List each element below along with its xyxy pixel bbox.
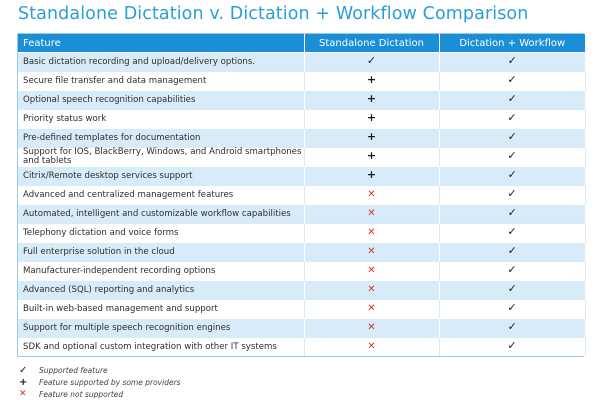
check-icon: ✓ bbox=[507, 244, 517, 258]
standalone-cell bbox=[304, 186, 439, 205]
table-header-row bbox=[18, 34, 585, 53]
feature-cell: Optional speech recognition capabilities bbox=[18, 91, 304, 110]
table-row bbox=[18, 148, 585, 167]
check-icon: ✓ bbox=[507, 263, 517, 277]
workflow-cell bbox=[439, 281, 585, 300]
legend-label: Feature not supported bbox=[39, 389, 124, 399]
standalone-cell bbox=[304, 110, 439, 129]
cross-icon: ✕ bbox=[367, 321, 376, 333]
plus-icon: + bbox=[366, 73, 377, 87]
check-icon: ✓ bbox=[507, 339, 517, 353]
check-icon: ✓ bbox=[507, 73, 517, 87]
header-feature: Feature bbox=[18, 34, 304, 53]
cross-icon: ✕ bbox=[367, 264, 376, 276]
table-row bbox=[18, 53, 585, 72]
check-icon: ✓ bbox=[507, 111, 517, 125]
table-row bbox=[18, 262, 585, 281]
check-icon: ✓ bbox=[19, 364, 28, 376]
workflow-cell bbox=[439, 186, 585, 205]
check-icon: ✓ bbox=[507, 92, 517, 106]
feature-cell: Basic dictation recording and upload/delivery options. bbox=[18, 53, 304, 72]
workflow-cell bbox=[439, 110, 585, 129]
feature-cell: Full enterprise solution in the cloud bbox=[18, 243, 304, 262]
table-row bbox=[18, 300, 585, 319]
workflow-cell bbox=[439, 319, 585, 338]
table-row bbox=[18, 319, 585, 338]
workflow-cell bbox=[439, 148, 585, 167]
cross-icon: ✕ bbox=[367, 226, 376, 238]
feature-cell: Support for multiple speech recognition engines bbox=[18, 319, 304, 338]
feature-cell: Citrix/Remote desktop services support bbox=[18, 167, 304, 186]
legend-item bbox=[19, 376, 181, 388]
workflow-cell bbox=[439, 300, 585, 319]
cross-icon: ✕ bbox=[367, 245, 376, 257]
feature-cell: Advanced (SQL) reporting and analytics bbox=[18, 281, 304, 300]
header-standalone: Standalone Dictation bbox=[304, 34, 439, 53]
workflow-cell bbox=[439, 91, 585, 110]
feature-cell: Priority status work bbox=[18, 110, 304, 129]
standalone-cell bbox=[304, 148, 439, 167]
standalone-cell bbox=[304, 72, 439, 91]
workflow-cell bbox=[439, 53, 585, 72]
feature-cell: Manufacturer-independent recording options bbox=[18, 262, 304, 281]
standalone-cell bbox=[304, 91, 439, 110]
feature-cell: Built-in web-based management and support bbox=[18, 300, 304, 319]
check-icon: ✓ bbox=[507, 282, 517, 296]
table-row bbox=[18, 338, 585, 357]
check-icon: ✓ bbox=[507, 130, 517, 144]
check-icon: ✓ bbox=[507, 320, 517, 334]
check-icon: ✓ bbox=[366, 54, 377, 68]
workflow-cell bbox=[439, 338, 585, 357]
table-row bbox=[18, 205, 585, 224]
check-icon: ✓ bbox=[507, 225, 517, 239]
cross-icon: ✕ bbox=[367, 188, 376, 200]
table-row bbox=[18, 167, 585, 186]
legend-label: Supported feature bbox=[39, 365, 108, 375]
table-row bbox=[18, 224, 585, 243]
cross-icon: ✕ bbox=[367, 283, 376, 295]
workflow-cell bbox=[439, 224, 585, 243]
plus-icon: + bbox=[366, 111, 377, 125]
plus-icon: + bbox=[366, 168, 377, 182]
feature-cell: Secure file transfer and data management bbox=[18, 72, 304, 91]
plus-icon: + bbox=[19, 376, 28, 388]
standalone-cell bbox=[304, 338, 439, 357]
workflow-cell bbox=[439, 205, 585, 224]
cross-icon: ✕ bbox=[367, 207, 376, 219]
table-row bbox=[18, 186, 585, 205]
feature-cell: Automated, intelligent and customizable workflow capabilities bbox=[18, 205, 304, 224]
table-row bbox=[18, 72, 585, 91]
workflow-cell bbox=[439, 262, 585, 281]
cross-icon: ✕ bbox=[19, 389, 27, 399]
legend-item bbox=[19, 388, 181, 400]
workflow-cell bbox=[439, 243, 585, 262]
standalone-cell bbox=[304, 129, 439, 148]
standalone-cell bbox=[304, 167, 439, 186]
check-icon: ✓ bbox=[507, 301, 517, 315]
plus-icon: + bbox=[366, 130, 377, 144]
standalone-cell bbox=[304, 300, 439, 319]
standalone-cell bbox=[304, 53, 439, 72]
cross-icon: ✕ bbox=[367, 302, 376, 314]
table-row bbox=[18, 243, 585, 262]
workflow-cell bbox=[439, 72, 585, 91]
check-icon: ✓ bbox=[507, 149, 517, 163]
comparison-table bbox=[17, 33, 584, 357]
table-row bbox=[18, 129, 585, 148]
feature-cell: Telephony dictation and voice forms bbox=[18, 224, 304, 243]
table-row bbox=[18, 110, 585, 129]
table-row bbox=[18, 281, 585, 300]
legend bbox=[19, 364, 181, 400]
check-icon: ✓ bbox=[507, 168, 517, 182]
legend-item bbox=[19, 364, 181, 376]
check-icon: ✓ bbox=[507, 206, 517, 220]
standalone-cell bbox=[304, 243, 439, 262]
cross-icon: ✕ bbox=[367, 340, 376, 352]
table-row bbox=[18, 91, 585, 110]
workflow-cell bbox=[439, 129, 585, 148]
feature-cell: SDK and optional custom integration with other IT systems bbox=[18, 338, 304, 357]
check-icon: ✓ bbox=[507, 187, 517, 201]
workflow-cell bbox=[439, 167, 585, 186]
standalone-cell bbox=[304, 281, 439, 300]
feature-cell: Advanced and centralized management features bbox=[18, 186, 304, 205]
header-workflow: Dictation + Workflow bbox=[439, 34, 585, 53]
feature-cell: Pre-defined templates for documentation bbox=[18, 129, 304, 148]
feature-cell: Support for IOS, BlackBerry, Windows, and Android smartphones and tablets bbox=[18, 148, 304, 167]
page-title: Standalone Dictation v. Dictation + Workflow Comparison bbox=[18, 4, 529, 24]
standalone-cell bbox=[304, 224, 439, 243]
standalone-cell bbox=[304, 205, 439, 224]
standalone-cell bbox=[304, 319, 439, 338]
plus-icon: + bbox=[366, 92, 377, 106]
standalone-cell bbox=[304, 262, 439, 281]
check-icon: ✓ bbox=[507, 54, 517, 68]
legend-label: Feature supported by some providers bbox=[39, 377, 181, 387]
plus-icon: + bbox=[366, 149, 377, 163]
